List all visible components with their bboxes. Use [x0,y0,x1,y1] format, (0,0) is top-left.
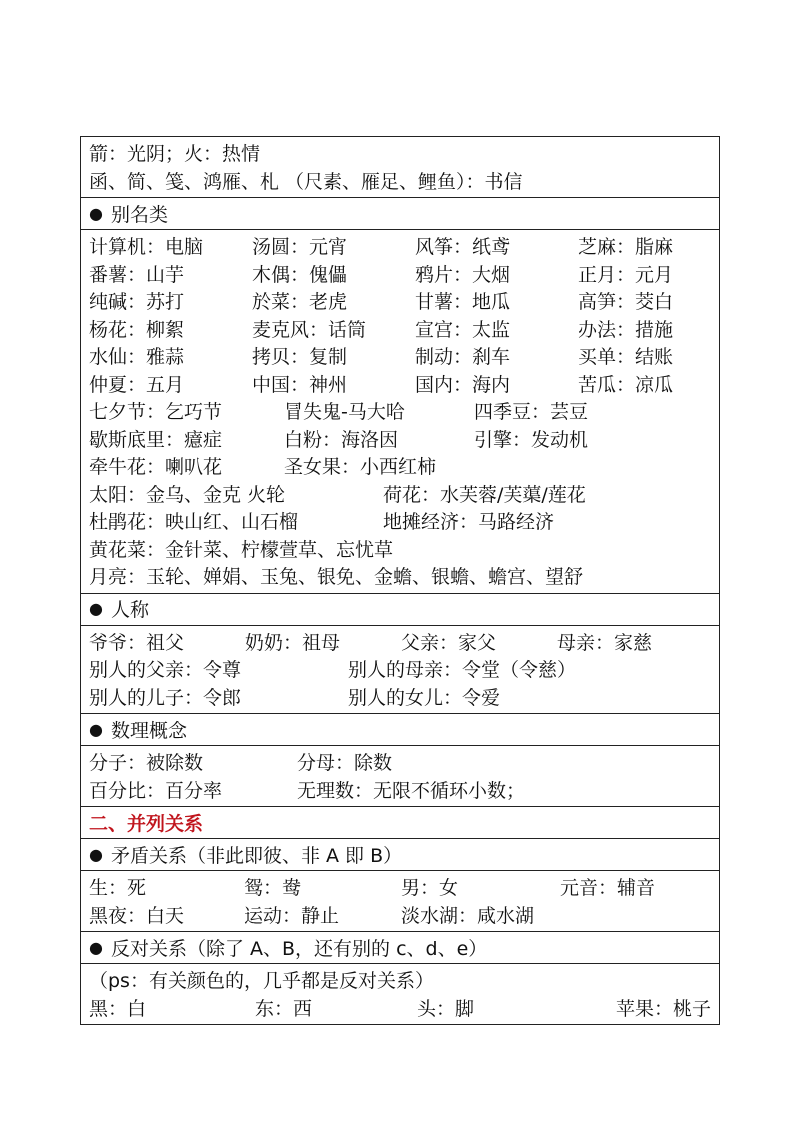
opposite-note: （ps：有关颜色的，几乎都是反对关系） [89,970,434,993]
alias-item: 杨花：柳絮 [89,318,185,341]
alias-item: 四季豆：芸豆 [474,401,589,424]
intro-line-1: 箭：光阴；火：热情 [89,143,261,166]
title-item: 母亲：家慈 [557,631,653,654]
opposite-item: 头：脚 [417,997,475,1020]
alias-item: 拷贝：复制 [252,346,348,369]
alias-item: 芝麻：脂麻 [578,236,674,259]
math-header-cell [81,713,719,745]
alias-item: 番薯：山芋 [89,263,185,286]
opposite-item: 东：西 [255,997,313,1020]
alias-item: 冒失鬼-马大哈 [284,401,405,424]
alias-item: 牵牛花：喇叭花 [89,456,223,479]
alias-item: 麦克风：话筒 [252,318,367,341]
alias-row [89,562,711,590]
titles-cell [81,625,719,714]
contradiction-item: 生：死 [89,877,147,900]
opposite-cell [81,963,719,1024]
alias-item: 国内：海内 [415,373,511,396]
title-row [89,683,711,711]
contradiction-item: 淡水湖：咸水湖 [401,904,535,927]
opposite-item: 黑：白 [89,997,147,1020]
contradiction-item: 运动：静止 [244,904,340,927]
alias-item: 汤圆：元宵 [252,236,348,259]
alias-row [89,232,711,260]
alias-item: 正月：元月 [578,263,674,286]
title-item: 别人的父亲：令尊 [89,659,242,682]
titles-header-cell [81,593,719,625]
alias-row [89,315,711,343]
title-item: 别人的母亲：令堂（令慈） [348,659,577,682]
bullet-icon: ● [89,719,103,739]
alias-item: 纯碱：苏打 [89,291,185,314]
alias-row [89,535,711,563]
opposite-note-row [89,966,711,994]
bullet-icon: ● [89,599,103,618]
vocabulary-table [80,136,720,1025]
alias-row [89,370,711,398]
math-item: 分子：被除数 [89,752,204,775]
title-row [89,628,711,656]
alias-item: 苦瓜：凉瓜 [578,373,674,396]
alias-item: 风筝：纸鸢 [415,236,511,259]
math-item: 分母：除数 [297,752,393,775]
alias-row [89,480,711,508]
alias-item: 甘薯：地瓜 [415,291,511,314]
alias-item: 买单：结账 [578,346,674,369]
alias-item: 宣宫：太监 [415,318,511,341]
title-item: 爷爷：祖父 [89,631,185,654]
aliases-header-cell [81,197,719,229]
contradiction-item: 鸳：鸯 [244,877,302,900]
alias-item: 引擎：发动机 [474,428,589,451]
intro-line-2: 函、简、笺、鸿雁、札 （尺素、雁足、鲤鱼）：书信 [89,170,523,193]
title-row [89,655,711,683]
titles-header: 人称 [110,599,149,621]
aliases-header: 别名类 [110,203,168,226]
contradiction-header: 矛盾关系（非此即彼、非 A 即 B） [110,844,403,867]
alias-item: 七夕节：乞巧节 [89,401,223,424]
opposite-item: 苹果：桃子 [616,997,712,1020]
alias-item: 鸦片：大烟 [415,263,511,286]
bullet-icon: ● [89,844,103,864]
alias-row [89,397,711,425]
math-row [89,748,711,776]
title-item: 奶奶：祖母 [245,631,341,654]
alias-item: 杜鹃花：映山红、山石榴 [89,511,299,534]
alias-row [89,260,711,288]
alias-item: 高笋：茭白 [578,291,674,314]
alias-item: 制动：刹车 [415,346,511,369]
math-header: 数理概念 [110,719,187,742]
alias-item: 於菜：老虎 [252,291,348,314]
alias-item: 计算机：电脑 [89,236,204,259]
math-cell [81,745,719,806]
alias-item: 黄花菜：金针菜、柠檬萱草、忘忧草 [89,538,394,561]
alias-item: 水仙：雅蒜 [89,346,185,369]
alias-item: 办法：措施 [578,318,674,341]
alias-item: 圣女果：小西红柿 [284,456,437,479]
alias-row [89,342,711,370]
alias-item: 仲夏：五月 [89,373,185,396]
title-item: 父亲：家父 [401,631,497,654]
alias-item: 木偶：傀儡 [252,263,348,286]
math-item: 百分比：百分率 [89,779,223,802]
alias-row [89,425,711,453]
alias-item: 荷花：水芙蓉/芙蕖/莲花 [383,483,586,506]
contradiction-cell [81,870,719,931]
section2-title-cell [81,806,719,838]
contradiction-header-cell [81,838,719,870]
alias-item: 地摊经济：马路经济 [383,511,555,534]
alias-row [89,287,711,315]
opposite-header: 反对关系（除了 A、B，还有别的 c、d、e） [110,937,488,960]
alias-row [89,507,711,535]
title-item: 别人的女儿：令爱 [348,686,501,709]
contradiction-item: 元音：辅音 [560,877,656,900]
math-item: 无理数：无限不循环小数； [297,779,526,802]
intro-cell [81,137,719,197]
alias-item: 太阳：金乌、金克 火轮 [89,483,286,506]
opposite-row [89,994,711,1022]
alias-item: 歇斯底里：癔症 [89,428,223,451]
alias-item: 白粉：海洛因 [284,428,399,451]
contradiction-row [89,901,711,929]
alias-row [89,452,711,480]
alias-item: 中国：神州 [252,373,348,396]
bullet-icon: ● [89,203,103,223]
contradiction-item: 黑夜：白天 [89,904,185,927]
section2-title: 二、并列关系 [89,812,204,835]
aliases-cell [81,229,719,593]
opposite-header-cell [81,931,719,963]
contradiction-item: 男：女 [401,877,459,900]
contradiction-row [89,873,711,901]
title-item: 别人的儿子：令郎 [89,686,242,709]
math-row [89,776,711,804]
alias-item: 月亮：玉轮、婵娟、玉兔、银免、金蟾、银蟾、蟾宫、望舒 [89,566,584,589]
bullet-icon: ● [89,937,103,957]
